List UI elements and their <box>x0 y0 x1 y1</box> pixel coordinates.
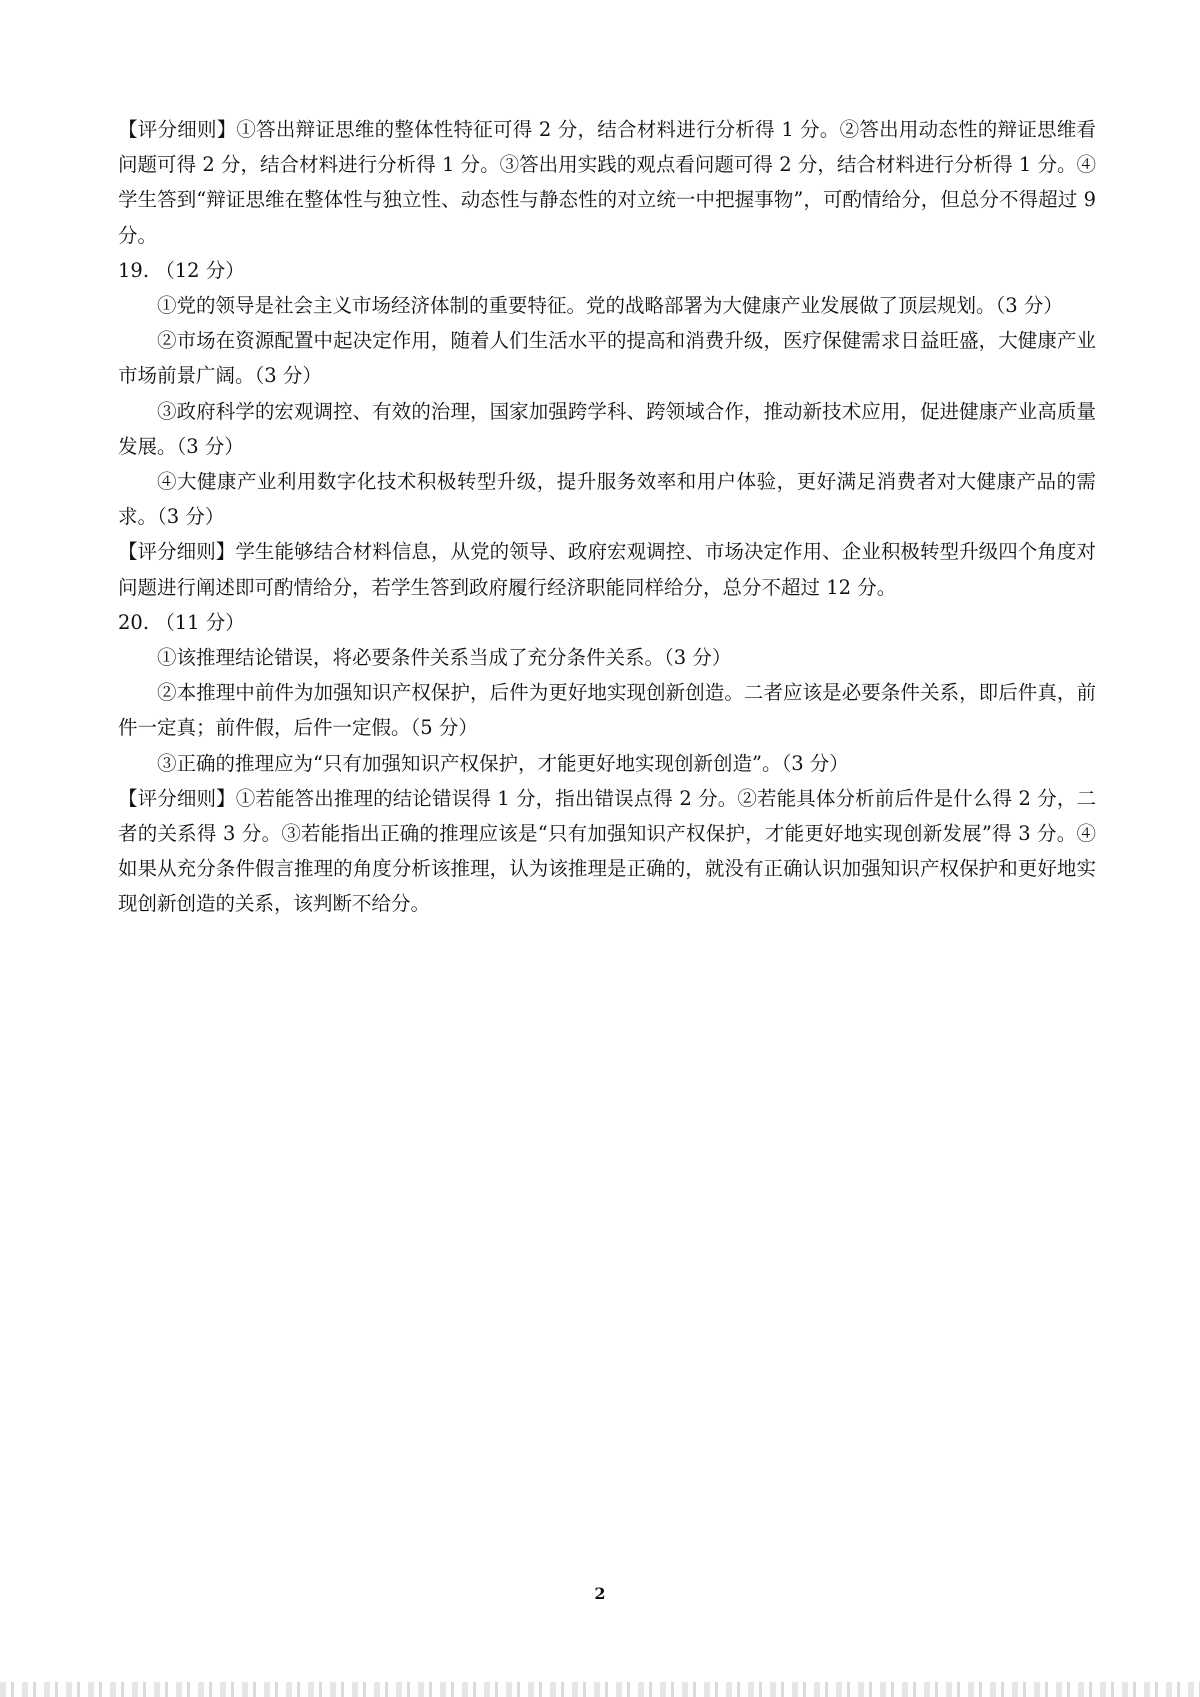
q20-header: 20. （11 分） <box>118 610 245 634</box>
q19-point-1: ①党的领导是社会主义市场经济体制的重要特征。党的战略部署为大健康产业发展做了顶层规划。（3 分） <box>157 294 1063 318</box>
q19-point-3: ③政府科学的宏观调控、有效的治理，国家加强跨学科、跨领域合作，推动新技术应用，促进健康产业高质量发展。（3 分） <box>118 399 1096 458</box>
q18-scoring-rubric: 【评分细则】①答出辩证思维的整体性特征可得 2 分，结合材料进行分析得 1 分。②答出用动态性的辩证思维看问题可得 2 分，结合材料进行分析得 1 分。③答出用实践的观点看问题可得 2 分，结合材料进行分析得 1 分。④学生答到“辩证思维在整体性与独立性、动态性与静态性的对立统一中把握事物”，可酌情给分，但总分不得超过 9 分。 <box>118 118 1096 247</box>
q20-point-1: ①该推理结论错误，将必要条件关系当成了充分条件关系。（3 分） <box>157 646 732 670</box>
q20-point-3: ③正确的推理应为“只有加强知识产权保护，才能更好地实现创新创造”。（3 分） <box>157 751 849 775</box>
q20-scoring-rubric: 【评分细则】①若能答出推理的结论错误得 1 分，指出错误点得 2 分。②若能具体分析前后件是什么得 2 分，二者的关系得 3 分。③若能指出正确的推理应该是“只有加强知识产权保护，才能更好地实现创新发展”得 3 分。④如果从充分条件假言推理的角度分析该推理，认为该推理是正确的，就没有正确认识加强知识产权保护和更好地实现创新创造的关系，该判断不给分。 <box>118 786 1096 916</box>
scan-edge-artifact <box>0 1682 1200 1697</box>
q19-point-4: ④大健康产业利用数字化技术积极转型升级，提升服务效率和用户体验，更好满足消费者对大健康产品的需求。（3 分） <box>118 470 1096 529</box>
q20-point-2: ②本推理中前件为加强知识产权保护，后件为更好地实现创新创造。二者应该是必要条件关系，即后件真，前件一定真；前件假，后件一定假。（5 分） <box>118 681 1096 740</box>
page-number: 2 <box>594 1584 606 1603</box>
q19-scoring-rubric: 【评分细则】学生能够结合材料信息，从党的领导、政府宏观调控、市场决定作用、企业积极转型升级四个角度对问题进行阐述即可酌情给分，若学生答到政府履行经济职能同样给分，总分不超过 12 分。 <box>118 540 1096 599</box>
answer-key-page <box>118 112 1096 922</box>
q19-header: 19. （12 分） <box>118 258 245 282</box>
q19-point-2: ②市场在资源配置中起决定作用，随着人们生活水平的提高和消费升级，医疗保健需求日益旺盛，大健康产业市场前景广阔。（3 分） <box>118 329 1096 388</box>
